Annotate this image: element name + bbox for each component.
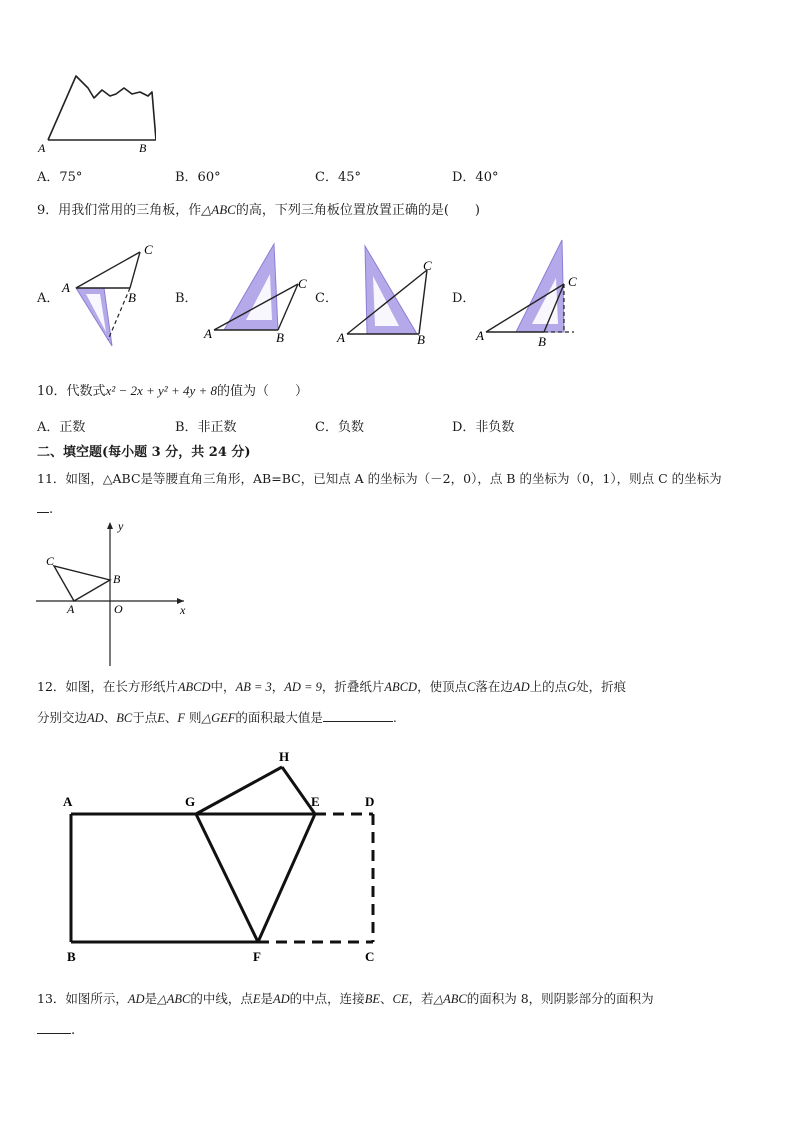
q9b-label-c: C [298,276,307,291]
q9c-label-a: A [337,330,345,345]
q9-option-b-label: B． [175,291,198,306]
q11-label-c: C [46,554,55,568]
q10-option-c: C．负数 [315,420,364,435]
q10-option-b: B．非正数 [175,420,237,435]
q9-figure-d [472,238,590,350]
q12-stem-line2: 分别交边AD、BC于点E、F 则△GEF的面积最大值是 . [37,710,397,725]
q12-label-e: E [311,794,320,809]
q10-option-d: D．非负数 [452,420,515,435]
q11-stem: 11．如图，△ABC是等腰直角三角形，AB=BC，已知点 A 的坐标为（－2，0），点 B 的坐标为（0，1），则点 C 的坐标为 [37,471,722,486]
q9-option-d-label: D． [452,291,476,306]
q9a-label-c: C [144,242,153,257]
q11-label-b: B [113,572,121,586]
q11-answer-line: . [37,500,53,517]
q8-option-a: A．75° [37,170,83,185]
q9b-label-b: B [276,330,284,345]
q9d-label-b: B [538,334,546,349]
q12-figure [55,745,395,970]
q11-figure [34,518,194,668]
q9-option-c-label: C． [315,291,338,306]
q9-option-a-label: A． [37,291,60,306]
q12-label-h: H [279,749,290,764]
q10-option-a: A．正数 [37,420,86,435]
q13-stem: 13．如图所示，AD是△ABC的中线，点E是AD的中点，连接BE、CE，若△ABC的面积为 8，则阴影部分的面积为 [37,991,654,1006]
q11-label-x: x [180,603,186,617]
q12-label-d: D [365,794,375,809]
q11-label-a: A [67,602,75,616]
q9d-label-a: A [476,328,484,343]
q12-label-a: A [63,794,73,809]
q8-option-d: D．40° [452,170,499,185]
q8-label-a: A [38,141,46,155]
q12-label-g: G [185,794,196,809]
q8-option-c: C．45° [315,170,361,185]
q9-figure-c [335,240,445,348]
q8-label-b: B [139,141,147,155]
q10-stem: 10．代数式x² − 2x + y² + 4y + 8的值为（ ） [37,383,309,399]
q9-figure-a [60,240,165,355]
q12-label-f: F [253,949,261,964]
q13-answer-blank[interactable] [37,1021,71,1034]
q10-expression: x² − 2x + y² + 4y + 8 [105,383,218,398]
q11-label-o: O [114,602,123,616]
q9-stem: 9．用我们常用的三角板，作△ABC的高，下列三角板位置放置正确的是( ) [37,202,480,218]
q9d-label-c: C [568,274,577,289]
q12-stem-line1: 12．如图，在长方形纸片ABCD中，AB = 3，AD = 9，折叠纸片ABCD，使顶点C落在边AD上的点G处，折痕 [37,679,627,694]
q11-answer-blank[interactable] [37,500,49,513]
q13-answer-line: . [37,1021,75,1038]
q8-option-b: B．60° [175,170,221,185]
q9c-label-c: C [423,258,432,273]
q9a-label-a: A [62,280,70,295]
q9a-label-b: B [128,290,136,305]
section-2-title: 二、填空题(每小题 3 分，共 24 分) [37,445,251,460]
q9-figure-b [200,238,315,346]
q8-figure [36,72,156,158]
q9b-label-a: A [204,326,212,341]
q11-label-y: y [118,519,124,533]
q12-answer-blank[interactable] [323,709,393,722]
q9c-label-b: B [417,332,425,347]
q12-label-b: B [67,949,76,964]
q12-label-c: C [365,949,375,964]
